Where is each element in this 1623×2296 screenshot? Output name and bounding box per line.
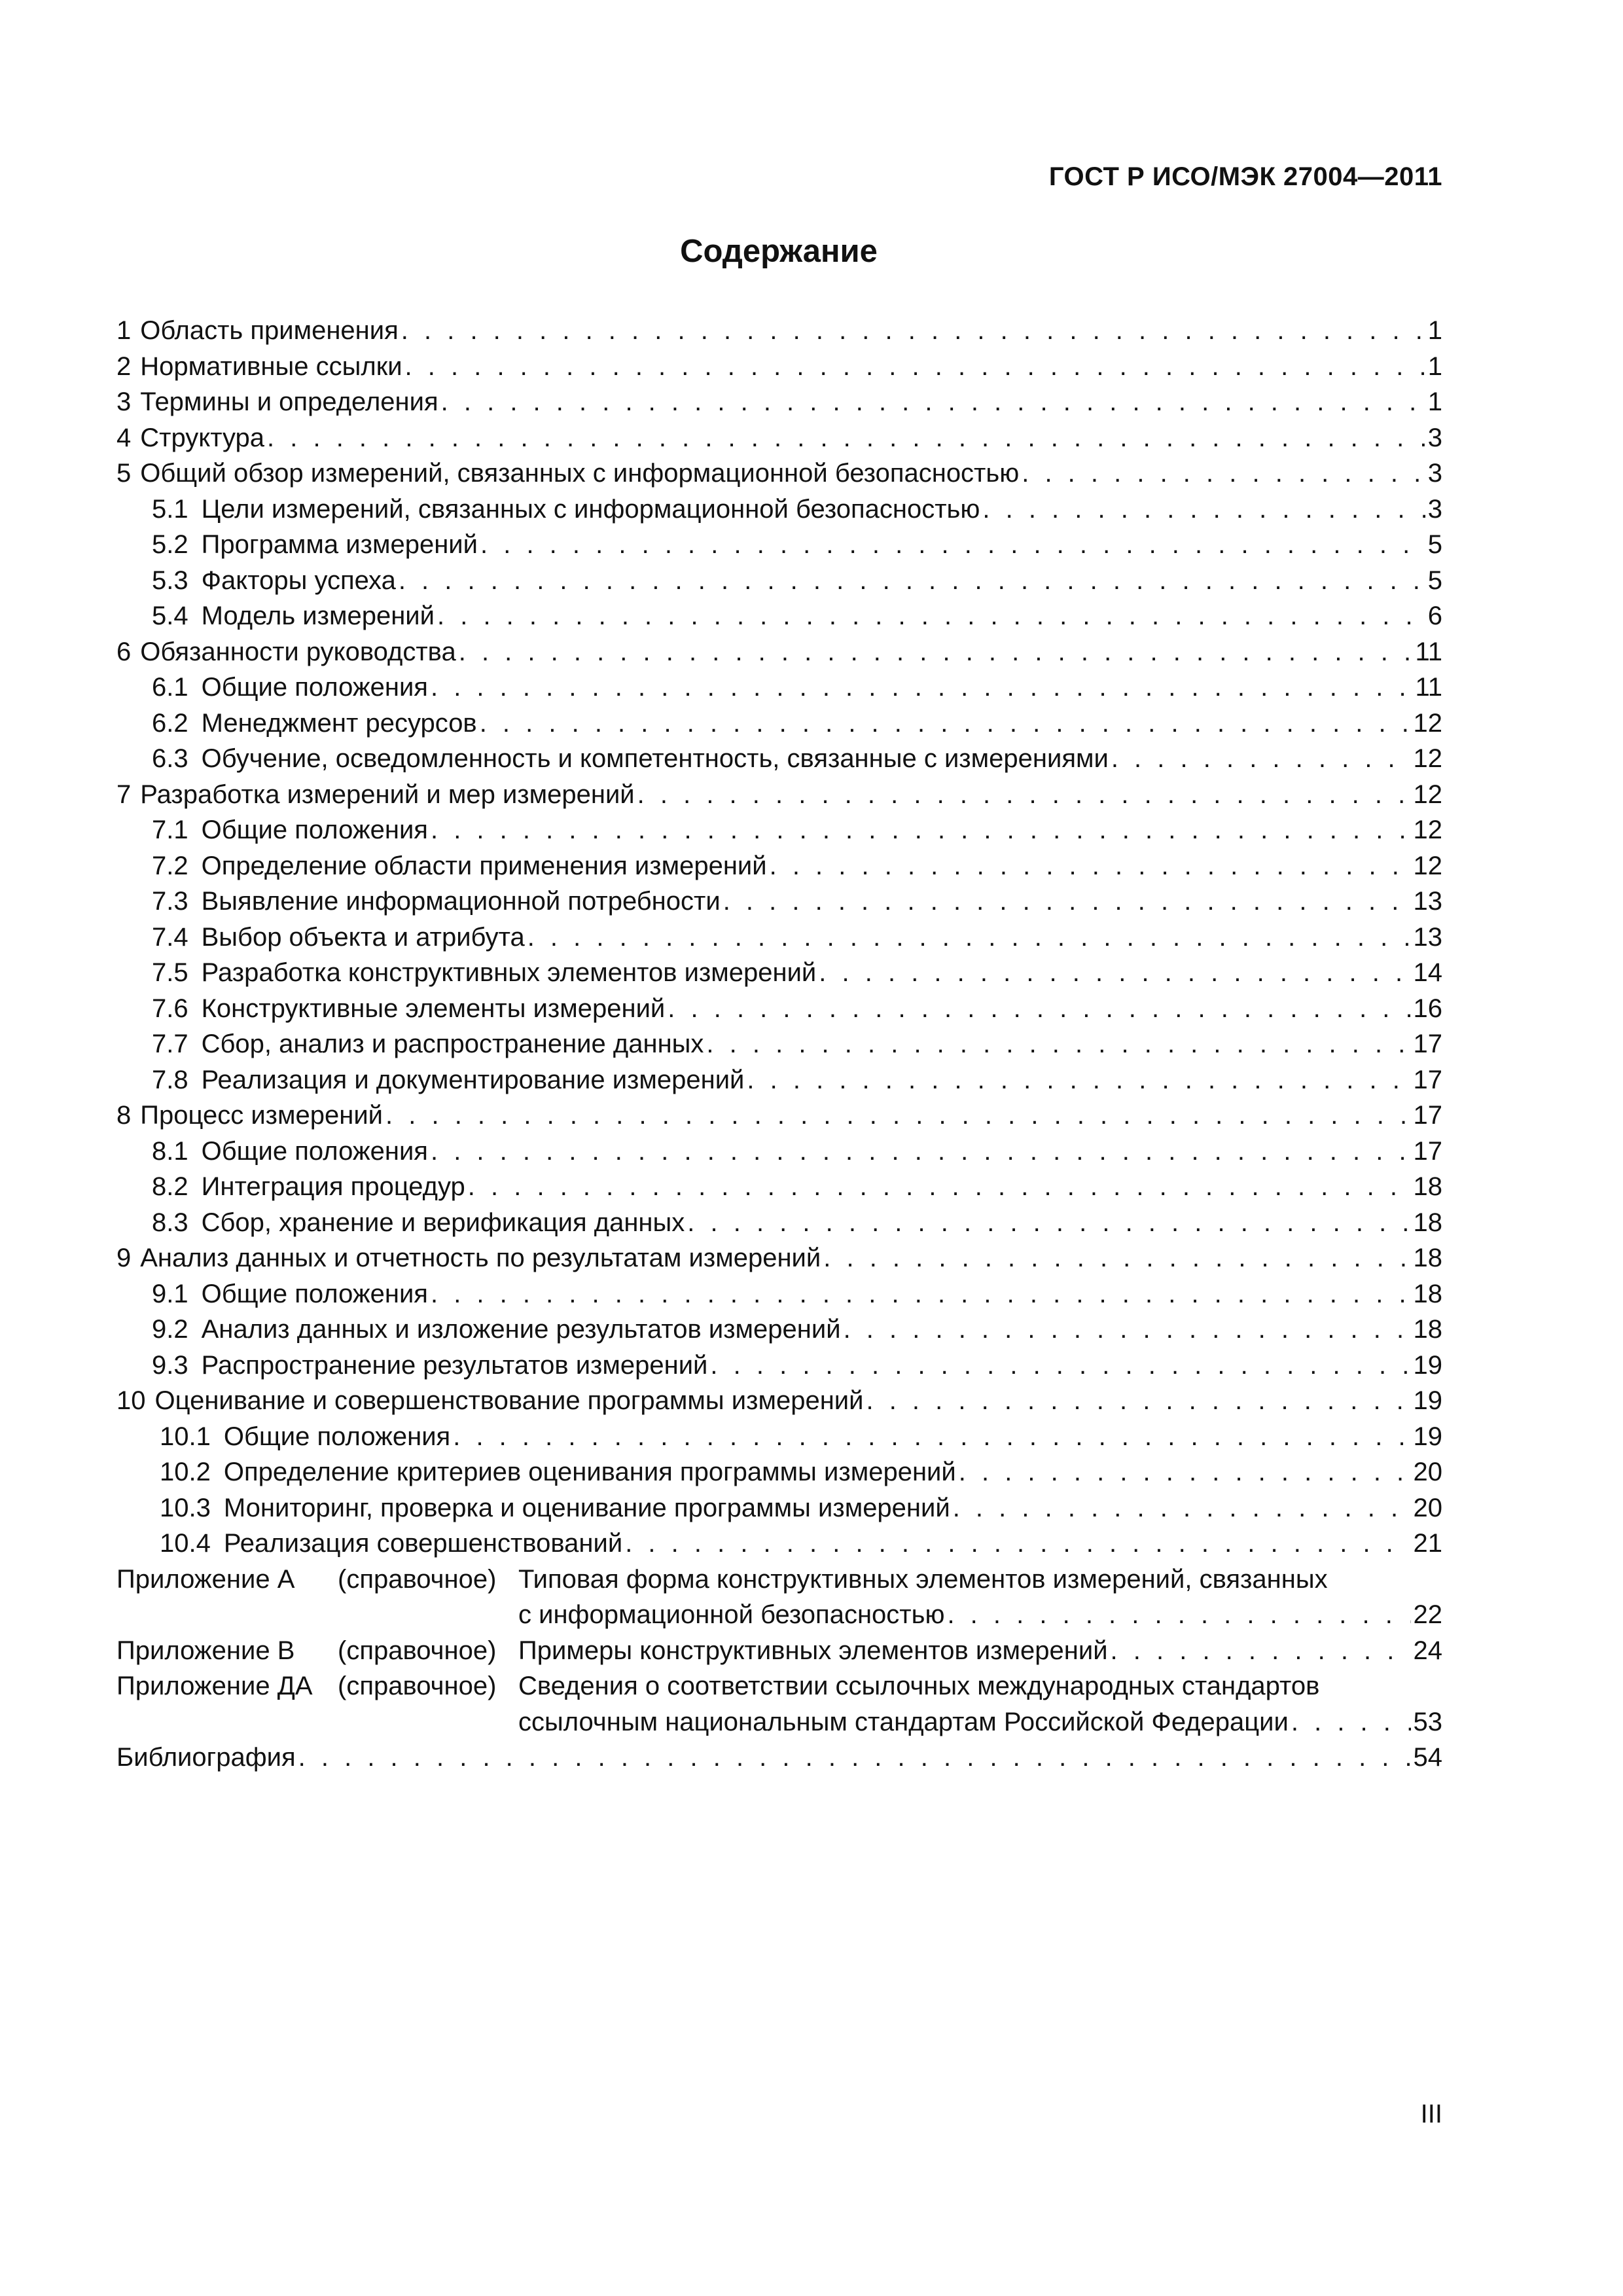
toc-entry-page: 6 xyxy=(1427,601,1442,630)
dot-leader xyxy=(527,920,1411,956)
toc-entry-title: Распространение результатов измерений xyxy=(201,1350,708,1380)
toc-entry-title: Модель измерений xyxy=(201,601,435,630)
toc-entry-page: 1 xyxy=(1427,316,1442,345)
toc-entry[interactable] xyxy=(116,1169,1442,1205)
dot-leader xyxy=(480,527,1425,563)
toc-entry[interactable] xyxy=(116,1026,1442,1062)
dot-leader xyxy=(1111,741,1411,777)
toc-entry-page: 21 xyxy=(1413,1529,1442,1558)
toc-entry-number: 7.2 xyxy=(152,851,188,880)
toc-entry-number: 5.1 xyxy=(152,494,188,524)
dot-leader xyxy=(710,1348,1410,1384)
toc-entry[interactable] xyxy=(116,598,1442,634)
toc-entry-page: 12 xyxy=(1413,744,1442,773)
toc-entry-page: 18 xyxy=(1413,1315,1442,1344)
toc-entry-title: Обязанности руководства xyxy=(140,637,456,666)
toc-entry-number: 10.3 xyxy=(160,1493,211,1522)
toc-entry-page: 11 xyxy=(1415,637,1442,666)
toc-entry-number: 6.1 xyxy=(152,673,188,702)
toc-entry-page: 18 xyxy=(1413,1172,1442,1201)
dot-leader xyxy=(401,313,1425,349)
toc-entry-title: Определение критериев оценивания программы измерений xyxy=(223,1458,956,1486)
toc-entry[interactable] xyxy=(116,884,1442,920)
toc-entry-page: 16 xyxy=(1413,994,1442,1023)
toc-appendix[interactable] xyxy=(116,1668,1442,1740)
toc-entry-page: 17 xyxy=(1413,1030,1442,1058)
toc-entry-number: 1 xyxy=(116,316,132,345)
toc-entry[interactable] xyxy=(116,1134,1442,1170)
toc-entry-page: 3 xyxy=(1427,494,1442,524)
toc-entry[interactable] xyxy=(116,1348,1442,1384)
toc-bibliography[interactable] xyxy=(116,1740,1442,1776)
toc-entry-number: 9.2 xyxy=(152,1315,188,1344)
toc-entry-title: Программа измерений xyxy=(201,530,478,559)
dot-leader xyxy=(385,1098,1410,1134)
toc-entry[interactable] xyxy=(116,1419,1442,1455)
toc-entry-title: Выявление информационной потребности xyxy=(201,887,721,916)
toc-entry-number: 8 xyxy=(116,1101,132,1130)
toc-entry-number: 7.4 xyxy=(152,922,188,952)
dot-leader xyxy=(431,812,1411,848)
dot-leader xyxy=(668,991,1410,1027)
dot-leader xyxy=(431,1134,1411,1170)
toc-entry[interactable] xyxy=(116,349,1442,385)
toc-entry[interactable] xyxy=(116,741,1442,777)
toc-entry-page: 13 xyxy=(1413,922,1442,952)
toc-entry-number: 8.3 xyxy=(152,1208,188,1237)
dot-leader xyxy=(706,1026,1410,1062)
appendix-kind: (справочное) xyxy=(338,1564,497,1594)
toc-entry-title: Интеграция процедур xyxy=(201,1172,465,1201)
toc-entry-title: Термины и определения xyxy=(140,387,438,416)
dot-leader xyxy=(637,777,1411,813)
toc-entry-title: Реализация и документирование измерений xyxy=(201,1065,745,1094)
dot-leader xyxy=(1022,456,1425,492)
toc-entry-page: 17 xyxy=(1413,1101,1442,1130)
appendix-label: Приложение А xyxy=(116,1564,295,1594)
toc-entry-page: 5 xyxy=(1427,530,1442,559)
toc-entry[interactable] xyxy=(116,1205,1442,1241)
toc-entry-number: 7.1 xyxy=(152,816,188,844)
toc-entry-number: 6 xyxy=(116,637,132,666)
toc-entry-title: Нормативные ссылки xyxy=(140,351,402,381)
toc-entry-title: Конструктивные элементы измерений xyxy=(201,994,666,1023)
toc-appendix[interactable] xyxy=(116,1562,1442,1633)
toc-entry[interactable] xyxy=(116,812,1442,848)
dot-leader xyxy=(453,1419,1410,1455)
toc-entry-number: 5.2 xyxy=(152,530,188,559)
toc-entry-page: 1 xyxy=(1427,351,1442,381)
toc-entry-number: 7.5 xyxy=(152,958,188,987)
toc-entry-page: 3 xyxy=(1427,423,1442,452)
toc-entry[interactable] xyxy=(116,1312,1442,1348)
appendix-title-line: Типовая форма конструктивных элементов измерений, связанных xyxy=(518,1564,1328,1594)
dot-leader xyxy=(953,1490,1411,1526)
appendix-title-line: ссылочным национальным стандартам Российской Федерации xyxy=(518,1707,1289,1736)
page-number: III xyxy=(1420,2100,1442,2128)
dot-leader xyxy=(441,384,1425,420)
dot-leader xyxy=(459,634,1413,670)
toc-entry-number: 7.7 xyxy=(152,1030,188,1058)
toc-entry[interactable] xyxy=(116,420,1442,456)
toc-entry[interactable] xyxy=(116,955,1442,991)
dot-leader xyxy=(625,1526,1410,1562)
toc-entry-title: Сбор, хранение и верификация данных xyxy=(201,1208,685,1237)
toc-entry-number: 5.4 xyxy=(152,601,188,630)
toc-entry-title: Общие положения xyxy=(201,1279,428,1308)
toc-entry-title: Реализация совершенствований xyxy=(223,1529,623,1558)
toc-entry-number: 4 xyxy=(116,423,132,452)
toc-entry-number: 10 xyxy=(116,1386,146,1415)
dot-leader xyxy=(844,1312,1411,1348)
dot-leader xyxy=(687,1205,1410,1241)
toc-entry-title: Анализ данных и отчетность по результатам измерений xyxy=(140,1244,821,1272)
toc-entry-number: 6.3 xyxy=(152,744,188,773)
toc-entry[interactable] xyxy=(116,1098,1442,1134)
toc-entry-title: Факторы успеха xyxy=(201,565,396,595)
toc-entry[interactable] xyxy=(116,1383,1442,1419)
toc-appendix[interactable] xyxy=(116,1633,1442,1669)
dot-leader xyxy=(399,563,1425,599)
dot-leader xyxy=(959,1454,1411,1490)
appendix-label: Приложение В xyxy=(116,1636,295,1665)
toc-entry-number: 9 xyxy=(116,1244,132,1272)
toc-entry-page: 1 xyxy=(1427,387,1442,416)
toc-entry[interactable] xyxy=(116,527,1442,563)
toc-entry-number: 9.3 xyxy=(152,1350,188,1380)
toc-entry-page: 13 xyxy=(1413,887,1442,916)
toc-title: Содержание xyxy=(680,234,878,269)
toc-entry-page: 12 xyxy=(1413,708,1442,738)
dot-leader xyxy=(947,1597,1410,1633)
toc-entry[interactable] xyxy=(116,384,1442,420)
toc-entry-title: Общие положения xyxy=(223,1422,451,1451)
toc-entry-title: Структура xyxy=(140,423,265,452)
appendix-title-line: Сведения о соответствии ссылочных международных стандартов xyxy=(518,1672,1320,1700)
dot-leader xyxy=(723,884,1411,920)
toc-entry-page: 18 xyxy=(1413,1244,1442,1272)
table-of-contents xyxy=(116,313,1442,1776)
dot-leader xyxy=(819,955,1410,991)
toc-entry-page: 19 xyxy=(1413,1350,1442,1380)
toc-entry[interactable] xyxy=(116,563,1442,599)
toc-entry-page: 17 xyxy=(1413,1065,1442,1094)
toc-entry-number: 5 xyxy=(116,459,132,488)
toc-entry-title: Разработка измерений и мер измерений xyxy=(140,780,635,809)
toc-entry[interactable] xyxy=(116,991,1442,1027)
toc-entry[interactable] xyxy=(116,1276,1442,1312)
dot-leader xyxy=(405,349,1425,385)
toc-entry-title: Общие положения xyxy=(201,816,428,844)
dot-leader xyxy=(747,1062,1410,1098)
dot-leader xyxy=(866,1383,1410,1419)
toc-entry[interactable] xyxy=(116,1062,1442,1098)
toc-entry[interactable] xyxy=(116,1454,1442,1490)
dot-leader xyxy=(298,1740,1411,1776)
dot-leader xyxy=(267,420,1425,456)
toc-entry-page: 12 xyxy=(1413,780,1442,809)
toc-entry-page: 19 xyxy=(1413,1386,1442,1415)
appendix-page: 22 xyxy=(1413,1600,1442,1629)
appendix-kind: (справочное) xyxy=(338,1636,497,1665)
toc-entry-page: 5 xyxy=(1427,565,1442,595)
toc-entry-page: 12 xyxy=(1413,851,1442,880)
toc-entry-title: Определение области применения измерений xyxy=(201,851,767,880)
toc-entry[interactable] xyxy=(116,1526,1442,1562)
toc-entry-page: 17 xyxy=(1413,1136,1442,1166)
toc-entry-number: 2 xyxy=(116,351,132,381)
toc-entry-number: 8.1 xyxy=(152,1136,188,1166)
toc-entry-number: 10.1 xyxy=(160,1422,211,1451)
toc-entry-page: 18 xyxy=(1413,1279,1442,1308)
toc-entry-page: 12 xyxy=(1413,816,1442,844)
toc-entry-number: 10.2 xyxy=(160,1458,211,1486)
dot-leader xyxy=(431,670,1413,706)
toc-entry-page: 14 xyxy=(1413,958,1442,987)
toc-entry-number: 5.3 xyxy=(152,565,188,595)
toc-entry-page: 11 xyxy=(1415,673,1442,702)
toc-entry-title: Анализ данных и изложение результатов измерений xyxy=(201,1315,841,1344)
dot-leader xyxy=(823,1240,1410,1276)
dot-leader xyxy=(468,1169,1411,1205)
toc-entry-title: Сбор, анализ и распространение данных xyxy=(201,1030,704,1058)
toc-entry-title: Обучение, осведомленность и компетентность, связанные с измерениями xyxy=(201,744,1109,773)
appendix-title-line: с информационной безопасностью xyxy=(518,1600,945,1629)
toc-entry[interactable] xyxy=(116,1240,1442,1276)
toc-entry[interactable] xyxy=(116,313,1442,349)
toc-entry[interactable] xyxy=(116,777,1442,813)
dot-leader xyxy=(431,1276,1411,1312)
dot-leader xyxy=(480,706,1411,742)
toc-entry-title: Общий обзор измерений, связанных с информационной безопасностью xyxy=(140,459,1020,488)
appendix-page: 24 xyxy=(1413,1636,1442,1665)
toc-entry-page: 18 xyxy=(1413,1208,1442,1237)
toc-entry[interactable] xyxy=(116,920,1442,956)
dot-leader xyxy=(437,598,1425,634)
toc-entry-number: 7 xyxy=(116,780,132,809)
toc-entry[interactable] xyxy=(116,706,1442,742)
toc-entry-title: Область применения xyxy=(140,316,399,345)
toc-entry-number: 7.3 xyxy=(152,887,188,916)
dot-leader xyxy=(770,848,1411,884)
toc-entry[interactable] xyxy=(116,1490,1442,1526)
toc-entry-page: 3 xyxy=(1427,459,1442,488)
toc-entry[interactable] xyxy=(116,634,1442,670)
toc-entry-page: 20 xyxy=(1413,1493,1442,1522)
document-code: ГОСТ Р ИСО/МЭК 27004—2011 xyxy=(1048,162,1442,191)
toc-entry-title: Общие положения xyxy=(201,1136,428,1166)
toc-entry-title: Процесс измерений xyxy=(140,1101,383,1130)
toc-entry-page: 19 xyxy=(1413,1422,1442,1451)
appendix-page: 53 xyxy=(1413,1707,1442,1736)
toc-entry-title: Менеджмент ресурсов xyxy=(201,708,477,738)
appendix-title-line: Примеры конструктивных элементов измерений xyxy=(518,1636,1108,1665)
toc-entry-title: Мониторинг, проверка и оценивание программы измерений xyxy=(223,1493,950,1522)
toc-entry-title: Цели измерений, связанных с информационной безопасностью xyxy=(201,494,980,524)
toc-entry-number: 10.4 xyxy=(160,1529,211,1558)
appendix-label: Приложение ДА xyxy=(116,1672,313,1700)
toc-entry-number: 6.2 xyxy=(152,708,188,738)
toc-entry-page: 20 xyxy=(1413,1458,1442,1486)
toc-entry-title: Общие положения xyxy=(201,673,428,702)
toc-entry-number: 3 xyxy=(116,387,132,416)
dot-leader xyxy=(982,492,1425,528)
dot-leader xyxy=(1291,1704,1411,1740)
bibliography-page: 54 xyxy=(1413,1743,1442,1772)
toc-entry-title: Разработка конструктивных элементов измерений xyxy=(201,958,817,987)
toc-entry-number: 7.8 xyxy=(152,1065,188,1094)
toc-entry[interactable] xyxy=(116,848,1442,884)
toc-entry[interactable] xyxy=(116,456,1442,492)
toc-entry[interactable] xyxy=(116,670,1442,706)
toc-entry-title: Выбор объекта и атрибута xyxy=(201,922,525,952)
toc-entry-number: 7.6 xyxy=(152,994,188,1023)
toc-entry-number: 9.1 xyxy=(152,1279,188,1308)
appendix-kind: (справочное) xyxy=(338,1672,497,1700)
toc-entry[interactable] xyxy=(116,492,1442,528)
toc-entry-title: Оценивание и совершенствование программы измерений xyxy=(154,1386,864,1415)
bibliography-title: Библиография xyxy=(116,1743,296,1772)
toc-entry-number: 8.2 xyxy=(152,1172,188,1201)
dot-leader xyxy=(1111,1633,1411,1669)
